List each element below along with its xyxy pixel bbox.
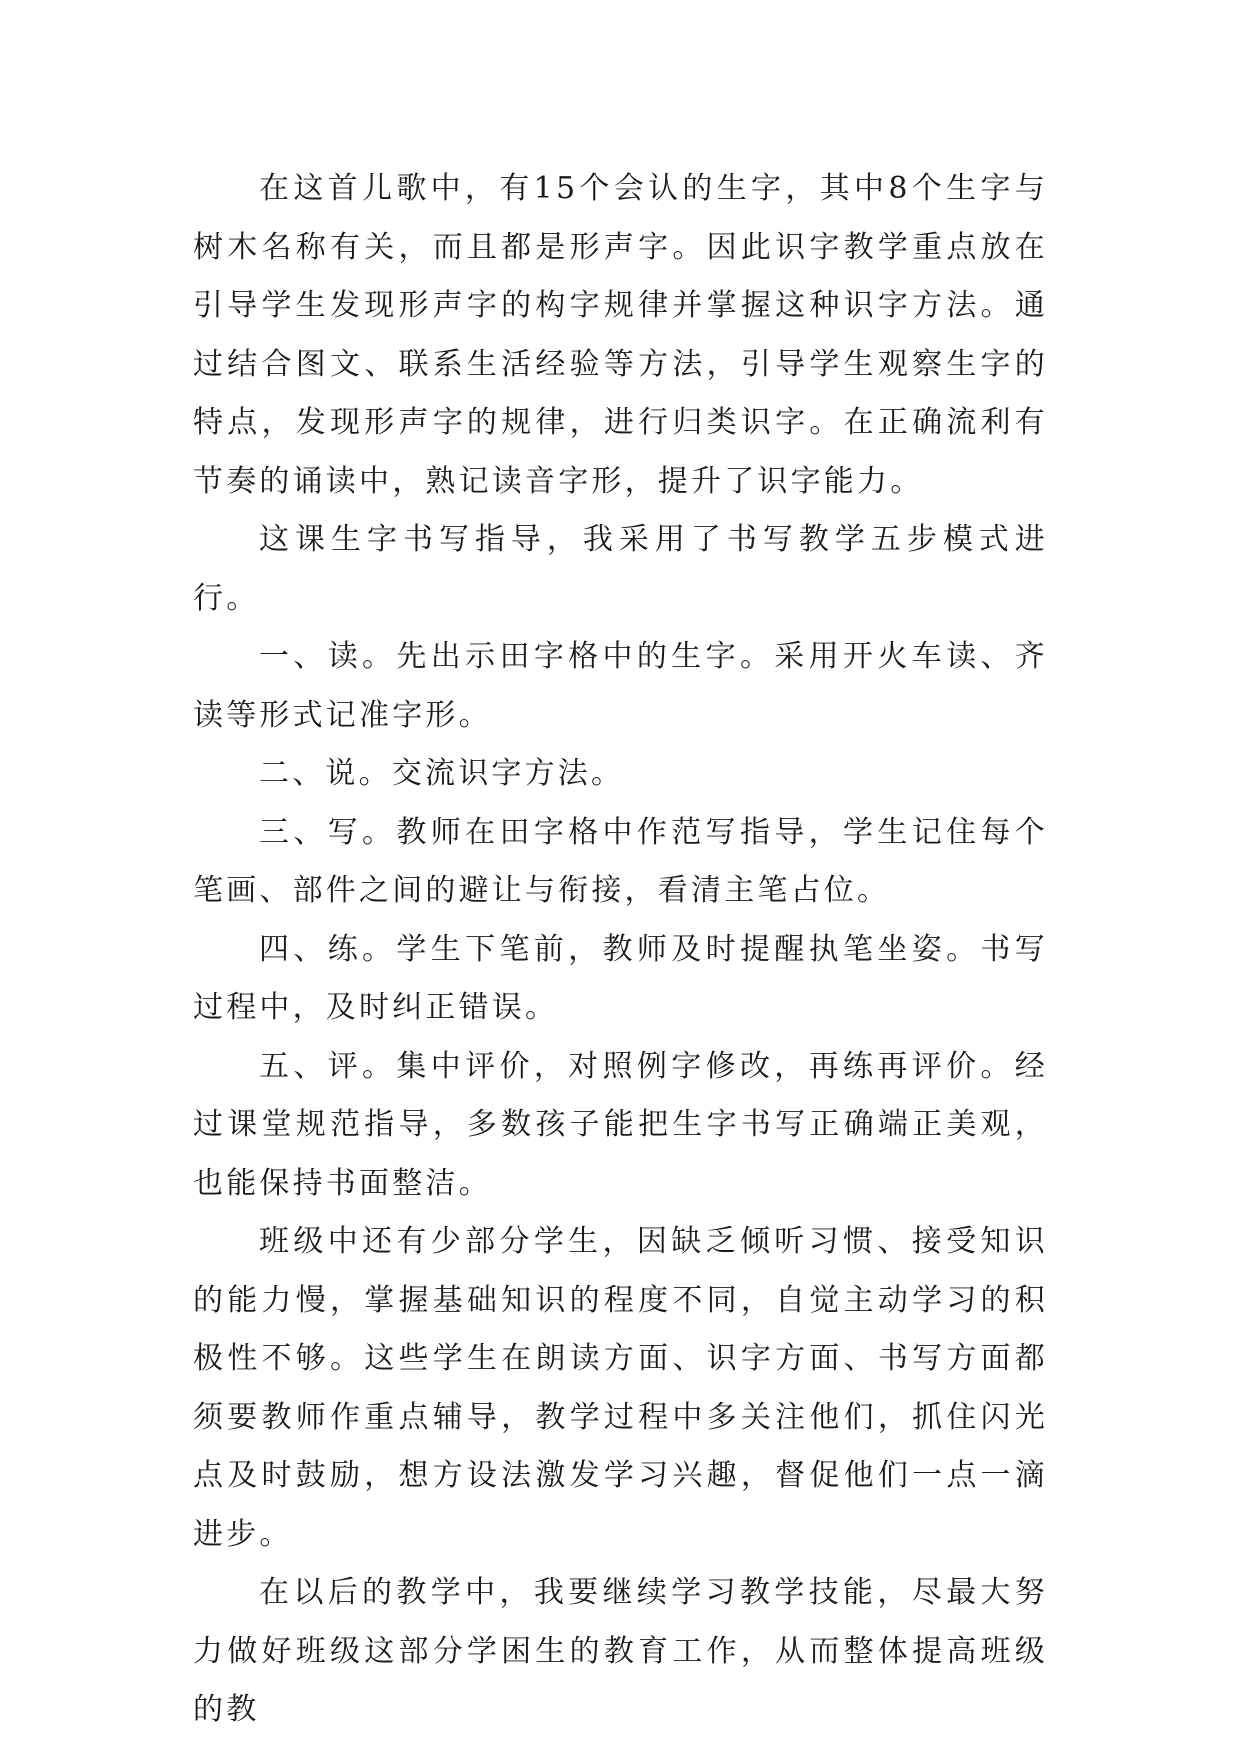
paragraph-struggling-students: 班级中还有少部分学生，因缺乏倾听习惯、接受知识的能力慢，掌握基础知识的程度不同，自觉主动学习的积极性不够。这些学生在朗读方面、识字方面、书写方面都须要教师作重点辅导，教学过程中多关注他们，抓住闪光点及时鼓励，想方设法激发学习兴趣，督促他们一点一滴进步。 xyxy=(193,1224,1048,1552)
paragraph-step-practice: 四、练。学生下笔前，教师及时提醒执笔坐姿。书写过程中，及时纠正错误。 xyxy=(193,931,1048,1025)
paragraph-future-plan: 在以后的教学中，我要继续学习教学技能，尽最大努力做好班级这部分学困生的教育工作，从而整体提高班级的教 xyxy=(193,1575,1048,1727)
document-body xyxy=(193,160,1048,1740)
paragraph-step-write: 三、写。教师在田字格中作范写指导，学生记住每个笔画、部件之间的避让与衔接，看清主笔占位。 xyxy=(193,814,1048,908)
paragraph-writing-guidance-intro: 这课生字书写指导，我采用了书写教学五步模式进行。 xyxy=(193,522,1048,616)
paragraph-literacy-teaching: 在这首儿歌中，有15个会认的生字，其中8个生字与树木名称有关，而且都是形声字。因此识字教学重点放在引导学生发现形声字的构字规律并掌握这种识字方法。通过结合图文、联系生活经验等方法，引导学生观察生字的特点，发现形声字的规律，进行归类识字。在正确流利有节奏的诵读中，熟记读音字形，提升了识字能力。 xyxy=(193,171,1048,499)
paragraph-step-read: 一、读。先出示田字格中的生字。采用开火车读、齐读等形式记准字形。 xyxy=(193,639,1048,733)
paragraph-step-evaluate: 五、评。集中评价，对照例字修改，再练再评价。经过课堂规范指导，多数孩子能把生字书写正确端正美观，也能保持书面整洁。 xyxy=(193,1048,1048,1201)
paragraph-step-say: 二、说。交流识字方法。 xyxy=(259,756,625,791)
